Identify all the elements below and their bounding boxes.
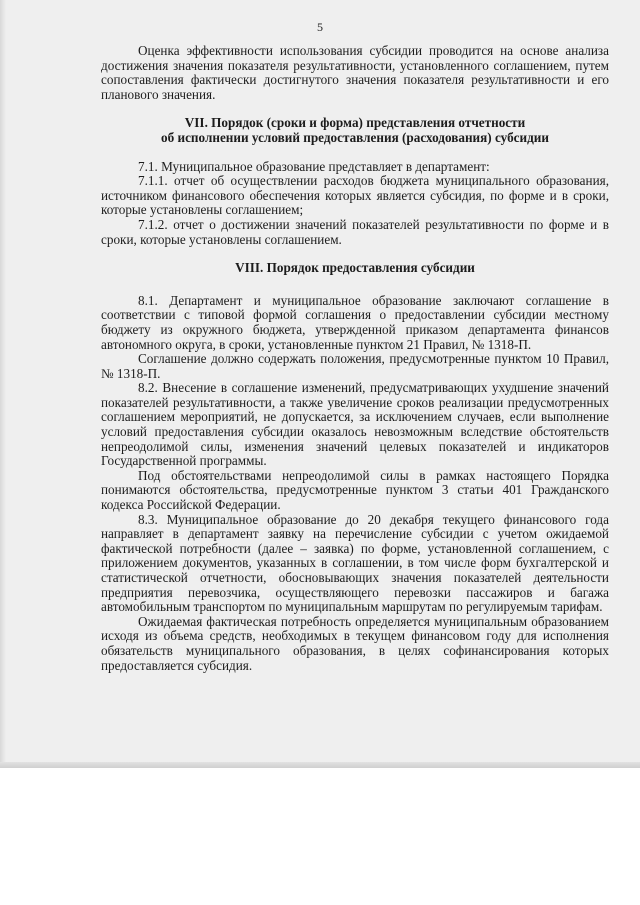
paragraph-8-1-b: Соглашение должно содержать положения, предусмотренные пунктом 10 Правил, № 1318-П. xyxy=(101,351,609,381)
paragraph-8-3: 8.3. Муниципальное образование до 20 декабря текущего финансового года направляет в департамент заявку на перечисление субсидии с учетом ожидаемой фактической потребности (далее – заявка) по форме, установленной соглашением, с приложением документов, указанных в соглашении, в том числе форм бухгалтерской и статистической отчетности, обосновывающих значения показателей деятельности предприятия перевозчика, осуществляющего перевозки пассажиров и багажа автомобильным транспортом по муниципальным маршрутам по регулируемым тарифам. xyxy=(101,511,609,615)
scan-shadow xyxy=(0,0,6,768)
paragraph-8-2: 8.2. Внесение в соглашение изменений, предусматривающих ухудшение значений показателей результативности, а также увеличение сроков реализации предусмотренных соглашением мероприятий, не допускается, за исключением случаев, если выполнение условий предоставления субсидии оказалось невозможным вследствие обстоятельств непреодолимой силы, изменения значений целевых показателей и индикаторов Государственной программы. xyxy=(101,380,609,469)
paragraph-8-1: 8.1. Департамент и муниципальное образование заключают соглашение в соответствии с типовой формой соглашения о предоставлении субсидии местному бюджету из окружного бюджета, утвержденной приказом департамента финансов автономного округа, в сроки, установленные пунктом 21 Правил, № 1318-П. xyxy=(101,292,609,352)
document-body xyxy=(101,44,609,673)
page-number: 5 xyxy=(317,20,323,34)
scan-bottom-edge xyxy=(0,762,640,768)
paragraph-7-1-1: 7.1.1. отчет об осуществлении расходов бюджета муниципального образования, источником финансового обеспечения которых является субсидия, по форме и в сроки, которые установлены соглашением; xyxy=(101,173,609,218)
paragraph-7-1: 7.1. Муниципальное образование представляет в департамент: xyxy=(138,158,490,174)
paragraph-7-1-2: 7.1.2. отчет о достижении значений показателей результативности по форме и в сроки, которые установлены соглашением. xyxy=(101,216,609,247)
section-7-heading-line2: об исполнении условий предоставления (расходования) субсидии xyxy=(161,129,549,145)
section-8-heading: VIII. Порядок предоставления субсидии xyxy=(235,260,475,276)
section-7-heading-line1: VII. Порядок (сроки и форма) представления отчетности xyxy=(184,115,526,131)
paragraph-intro: Оценка эффективности использования субсидии проводится на основе анализа достижения значения показателя результативности, установленного соглашением, путем сопоставления фактически достигнутого значения показателя результативности и его планового значения. xyxy=(101,43,609,102)
paragraph-8-3-b: Ожидаемая фактическая потребность определяется муниципальным образованием исходя из объема средств, необходимых в текущем финансовом году для исполнения обязательств муниципального образования, в целях софинансирования которых предоставляется субсидия. xyxy=(101,613,609,673)
paragraph-8-2-b: Под обстоятельствами непреодолимой силы в рамках настоящего Порядка понимаются обстоятельства, предусмотренные пунктом 3 статьи 401 Гражданского кодекса Российской Федерации. xyxy=(101,467,609,513)
